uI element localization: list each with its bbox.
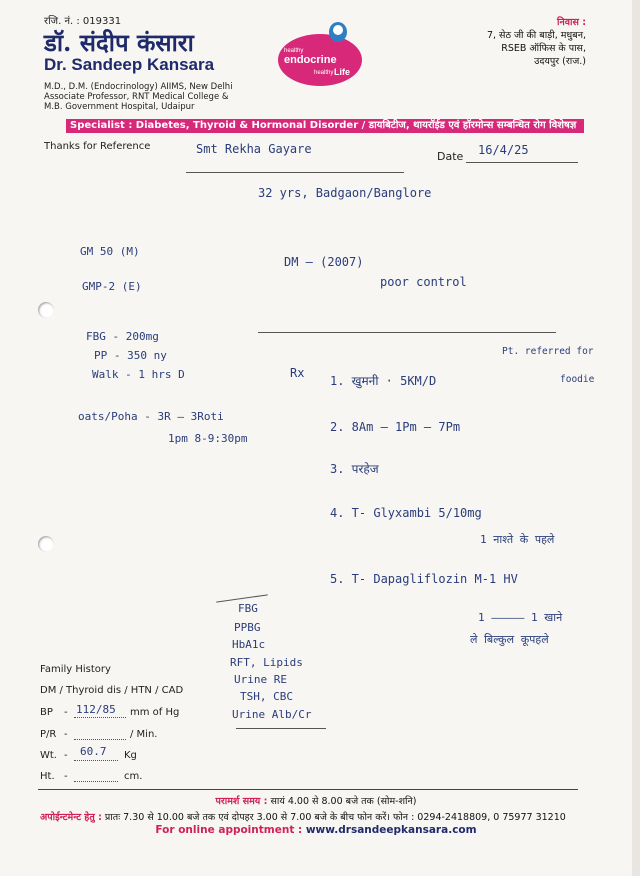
- rx-item-5-dose: 1 ————— 1 खाने: [478, 611, 563, 624]
- residence-address: निवास : 7, सेठ जी की बाड़ी, मधुबन, RSEB ऑफिस के पास, उदयपुर (राज.): [486, 17, 586, 67]
- date-value: 16/4/25: [478, 143, 529, 157]
- note-gm: GM 50 (M): [80, 245, 140, 258]
- endocrine-logo: [276, 20, 364, 92]
- test-7: Urine Alb/Cr: [232, 708, 312, 721]
- family-history-options: DM / Thyroid dis / HTN / CAD: [40, 685, 184, 696]
- rx-item-3: 3. परहेज: [330, 462, 379, 476]
- punch-hole: [38, 536, 54, 552]
- wt-value: 60.7: [80, 745, 107, 758]
- thanks-label: Thanks for Reference: [44, 141, 151, 152]
- punch-hole: [38, 302, 54, 318]
- website-link[interactable]: www.drsandeepkansara.com: [305, 824, 477, 836]
- rx-item-4: 4. T- Glyxambi 5/10mg: [330, 506, 482, 520]
- ht-unit: cm.: [124, 771, 143, 782]
- wt-unit: Kg: [124, 750, 137, 761]
- diagnosis: DM — (2007): [284, 255, 364, 269]
- test-3: HbA1c: [232, 638, 266, 651]
- ht-label: Ht.: [40, 771, 55, 782]
- rx-item-1: 1. खुमनी · 5KM/D: [330, 374, 437, 388]
- note-pp: PP - 350 ny: [94, 349, 167, 362]
- qualifications: M.D., D.M. (Endocrinology) AIIMS, New Delhi Associate Professor, RNT Medical College & M.B. Government Hospital, Udaipur: [44, 82, 233, 112]
- pr-label: P/R: [40, 729, 57, 740]
- consultation-hours: परामर्श समय : सायं 4.00 से 8.00 बजे तक (सोम-शनि): [215, 796, 417, 807]
- test-6: TSH, CBC: [240, 690, 293, 703]
- bp-unit: mm of Hg: [130, 707, 180, 718]
- wt-label: Wt.: [40, 750, 57, 761]
- family-history-label: Family History: [40, 664, 111, 675]
- test-1: FBG: [238, 602, 258, 615]
- bp-label: BP: [40, 707, 53, 718]
- doctor-name-english: Dr. Sandeep Kansara: [44, 55, 215, 74]
- footer-separator: [38, 789, 578, 790]
- specialist-banner: Specialist : Diabetes, Thyroid & Hormonal Disorder / डायबिटीज, थायरॉईड एवं हॉरमोन्स सम्बन्धित रोग विशेषज्ञ: [66, 119, 584, 133]
- rx-item-4-instruction: 1 नाश्ते के पहले: [480, 533, 555, 546]
- note-gmp: GMP-2 (E): [82, 280, 142, 293]
- reference-underline: [186, 172, 404, 173]
- note-fbg: FBG - 200mg: [86, 330, 159, 343]
- control-status: poor control: [380, 275, 467, 289]
- referral-note: Pt. referred for: [502, 346, 594, 357]
- pr-unit: / Min.: [130, 729, 158, 740]
- rx-item-2: 2. 8Am — 1Pm — 7Pm: [330, 420, 461, 434]
- test-5: Urine RE: [234, 673, 287, 686]
- logo-text-sub: healthy: [314, 70, 334, 76]
- rx-symbol: Rx: [290, 366, 305, 380]
- logo-text-main: endocrine: [284, 54, 337, 66]
- diagnosis-separator: [258, 332, 556, 333]
- rx-item-5: 5. T- Dapagliflozin M-1 HV: [330, 572, 518, 586]
- date-label: Date: [437, 150, 464, 163]
- age-place: 32 yrs, Badgaon/Banglore: [258, 186, 432, 200]
- note-time: 1pm 8-9:30pm: [168, 432, 248, 445]
- registration-number: रजि. नं. : 019331: [44, 16, 122, 27]
- appointment-info: अपोईन्टमेन्ट हेतु : प्रातः 7.30 से 10.00 बजे तक एवं दोपहर 3.00 से 7.00 बजे के बीच फोन करें। फोन : 0294-2418809, 0 75977 31210: [40, 812, 566, 823]
- rx-item-5-instruction: ले बिल्कुल कूपहले: [470, 633, 549, 646]
- note-walk: Walk - 1 hrs D: [92, 368, 185, 381]
- tests-underline: [236, 728, 326, 729]
- prescription-page: रजि. नं. : 019331 डॉ. संदीप कंसारा Dr. Sandeep Kansara M.D., D.M. (Endocrinology) AIIMS, New Delhi Associate Professor, RNT Medical College & M.B. Government Hospital, Udaipur healthy endocrine healthy Life निवास : 7, सेठ जी की बाड़ी, मधुबन, RSEB ऑफिस के पास, उदयपुर (राज.) Specialist : Diabetes, Thyroid & Hormonal Disorder / डायबिटीज, थायरॉईड एवं हॉरमोन्स सम्बन्धित रोग विशेषज्ञ Thanks for Reference Smt Rekha Gayare Date 16/4/25 32 yrs, Badgaon/Banglore GM 50 (M) GMP-2 (E) FBG - 200mg PP - 350 ny Walk - 1 hrs D oats/Poha - 3R — 3Roti 1pm 8-9:30pm DM — (2007) poor control Pt. referred for foodie Rx 1. खुमनी · 5KM/D 2. 8Am — 1Pm — 7Pm 3. परहेज 4. T- Glyxambi 5/10mg 1 नाश्ते के पहले 5. T- Dapagliflozin M-1 HV 1 ————— 1 खाने ले बिल्कुल कूपहले FBG PPBG HbA1c RFT, Lipids Urine RE TSH, CBC Urine Alb/Cr Family History DM / Thyroid dis / HTN / CAD BP - 112/85 mm of Hg P/R - / Min. Wt. - 60.7 Kg Ht. - cm. परामर्श समय : सायं 4.00 से 8.00 बजे तक (सोम-शनि) अपोईन्टमेन्ट हेतु : प्रातः 7.30 से 10.00 बजे तक एवं दोपहर 3.00 से 7.00 बजे के बीच फोन करें। फोन : 0294-2418809, 0 75977 31210 For online appointment : www.drsandeepkansara.com: [0, 0, 632, 876]
- logo-text-bottom: Life: [334, 67, 351, 77]
- online-appointment: For online appointment : www.drsandeepkansara.com: [155, 824, 477, 836]
- test-4: RFT, Lipids: [230, 656, 303, 669]
- referral-note-2: foodie: [560, 374, 595, 385]
- logo-text-top: healthy: [284, 48, 304, 54]
- test-2: PPBG: [234, 621, 261, 634]
- bp-value: 112/85: [76, 703, 116, 716]
- note-diet: oats/Poha - 3R — 3Roti: [78, 410, 224, 423]
- patient-name: Smt Rekha Gayare: [196, 142, 312, 156]
- doctor-name-hindi: डॉ. संदीप कंसारा: [44, 28, 194, 57]
- date-underline: [466, 162, 578, 163]
